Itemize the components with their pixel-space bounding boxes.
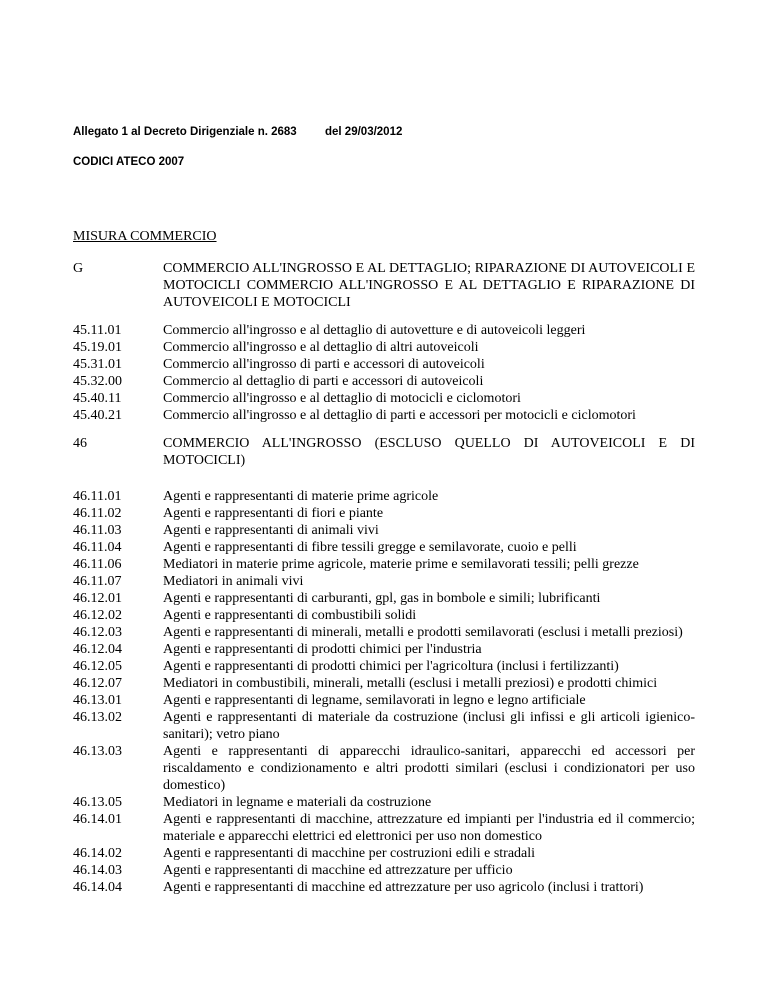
ateco-code: 46.13.01 — [73, 693, 122, 708]
ateco-description: Commercio all'ingrosso e al dettaglio di autovetture e di autoveicoli leggeri — [163, 323, 586, 338]
ateco-code: 45.40.21 — [73, 408, 122, 423]
ateco-code: 46.11.03 — [73, 523, 122, 538]
ateco-code: 46.14.02 — [73, 846, 122, 861]
ateco-code: 46.11.07 — [73, 574, 122, 589]
list-item — [73, 539, 695, 556]
section-title: COMMERCIO ALL'INGROSSO E AL DETTAGLIO; RIPARAZIONE DI AUTOVEICOLI E MOTOCICLI COMMERCIO ALL'INGROSSO E AL DETTAGLIO E RIPARAZIONE DI AUTOVEICOLI E MOTOCICLI — [163, 261, 695, 310]
ateco-description: Mediatori in materie prime agricole, materie prime e semilavorati tessili; pelli grezze — [163, 557, 639, 572]
ateco-description: Agenti e rappresentanti di animali vivi — [163, 523, 379, 538]
ateco-code: 46.12.03 — [73, 625, 122, 640]
list-item — [73, 339, 695, 356]
ateco-description: Agenti e rappresentanti di macchine per costruzioni edili e stradali — [163, 846, 536, 861]
ateco-list-45 — [73, 322, 695, 424]
list-item — [73, 573, 695, 590]
list-item — [73, 488, 695, 505]
decree-reference: Allegato 1 al Decreto Dirigenziale n. 2683 — [73, 126, 297, 138]
ateco-code: 46.13.05 — [73, 795, 122, 810]
ateco-description: Commercio all'ingrosso e al dettaglio di altri autoveicoli — [163, 340, 479, 355]
ateco-code: 45.40.11 — [73, 391, 122, 406]
ateco-description: Agenti e rappresentanti di fibre tessili gregge e semilavorate, cuoio e pelli — [163, 540, 577, 555]
codici-ateco-heading: CODICI ATECO 2007 — [73, 156, 185, 168]
ateco-description: Agenti e rappresentanti di prodotti chimici per l'agricoltura (inclusi i fertilizzanti) — [163, 659, 619, 674]
list-item — [73, 641, 695, 658]
ateco-code: 46.13.03 — [73, 744, 122, 759]
ateco-code: 45.32.00 — [73, 374, 122, 389]
ateco-code: 45.11.01 — [73, 323, 122, 338]
ateco-code: 46.13.02 — [73, 710, 122, 725]
ateco-code: 46.11.02 — [73, 506, 122, 521]
ateco-description: Mediatori in animali vivi — [163, 574, 304, 589]
list-item — [73, 522, 695, 539]
section-code: 46 — [73, 436, 87, 451]
list-item — [73, 607, 695, 624]
list-item — [73, 373, 695, 390]
ateco-description: Agenti e rappresentanti di carburanti, gpl, gas in bombole e simili; lubrificanti — [163, 591, 601, 606]
ateco-description: Agenti e rappresentanti di apparecchi idraulico-sanitari, apparecchi ed accessori per riscaldamento e condizionamento e altri prodotti similari (esclusi i condizionatori per uso domestico) — [163, 744, 695, 793]
ateco-description: Commercio all'ingrosso e al dettaglio di parti e accessori per motocicli e ciclomotori — [163, 408, 636, 423]
list-item — [73, 390, 695, 407]
list-item — [73, 845, 695, 862]
section-code: G — [73, 261, 84, 276]
list-item — [73, 624, 695, 641]
ateco-description: Agenti e rappresentanti di macchine, attrezzature ed impianti per l'industria ed il commercio; materiale e apparecchi elettrici ed elettronici per uso non domestico — [163, 812, 695, 844]
ateco-description: Commercio al dettaglio di parti e accessori di autoveicoli — [163, 374, 484, 389]
ateco-description: Commercio all'ingrosso e al dettaglio di motocicli e ciclomotori — [163, 391, 521, 406]
misura-heading: MISURA COMMERCIO — [73, 229, 217, 244]
ateco-description: Agenti e rappresentanti di legname, semilavorati in legno e legno artificiale — [163, 693, 586, 708]
ateco-code: 45.31.01 — [73, 357, 122, 372]
list-item — [73, 322, 695, 339]
list-item — [73, 590, 695, 607]
ateco-code: 46.11.06 — [73, 557, 122, 572]
ateco-code: 46.12.07 — [73, 676, 122, 691]
ateco-code: 46.14.03 — [73, 863, 122, 878]
ateco-code: 46.12.02 — [73, 608, 122, 623]
list-item — [73, 356, 695, 373]
list-item — [73, 879, 695, 896]
ateco-code: 46.11.01 — [73, 489, 122, 504]
ateco-code: 46.11.04 — [73, 540, 122, 555]
ateco-description: Agenti e rappresentanti di prodotti chimici per l'industria — [163, 642, 482, 657]
list-item — [73, 794, 695, 811]
ateco-list-46 — [73, 488, 695, 896]
list-item — [73, 407, 695, 424]
ateco-code: 46.12.05 — [73, 659, 122, 674]
ateco-code: 46.12.04 — [73, 642, 122, 657]
ateco-description: Mediatori in legname e materiali da costruzione — [163, 795, 432, 810]
ateco-code: 46.12.01 — [73, 591, 122, 606]
list-item — [73, 556, 695, 573]
ateco-code: 45.19.01 — [73, 340, 122, 355]
list-item — [73, 743, 695, 794]
ateco-description: Agenti e rappresentanti di minerali, metalli e prodotti semilavorati (esclusi i metalli preziosi) — [163, 625, 683, 640]
list-item — [73, 862, 695, 879]
list-item — [73, 658, 695, 675]
ateco-code: 46.14.04 — [73, 880, 122, 895]
section-title: COMMERCIO ALL'INGROSSO (ESCLUSO QUELLO DI AUTOVEICOLI E DI MOTOCICLI) — [163, 436, 695, 468]
ateco-description: Agenti e rappresentanti di fiori e piante — [163, 506, 384, 521]
decree-date: del 29/03/2012 — [325, 126, 403, 138]
list-item — [73, 709, 695, 743]
ateco-description: Commercio all'ingrosso di parti e accessori di autoveicoli — [163, 357, 485, 372]
section-g — [73, 260, 695, 311]
list-item — [73, 811, 695, 845]
ateco-code: 46.14.01 — [73, 812, 122, 827]
list-item — [73, 692, 695, 709]
ateco-description: Agenti e rappresentanti di combustibili solidi — [163, 608, 417, 623]
ateco-description: Agenti e rappresentanti di materie prime agricole — [163, 489, 439, 504]
section-46 — [73, 435, 695, 469]
ateco-description: Agenti e rappresentanti di materiale da costruzione (inclusi gli infissi e gli articoli igienico-sanitari); vetro piano — [163, 710, 695, 742]
list-item — [73, 675, 695, 692]
ateco-description: Agenti e rappresentanti di macchine ed attrezzature per ufficio — [163, 863, 513, 878]
ateco-description: Mediatori in combustibili, minerali, metalli (esclusi i metalli preziosi) e prodotti chimici — [163, 676, 658, 691]
list-item — [73, 505, 695, 522]
ateco-description: Agenti e rappresentanti di macchine ed attrezzature per uso agricolo (inclusi i trattori) — [163, 880, 644, 895]
